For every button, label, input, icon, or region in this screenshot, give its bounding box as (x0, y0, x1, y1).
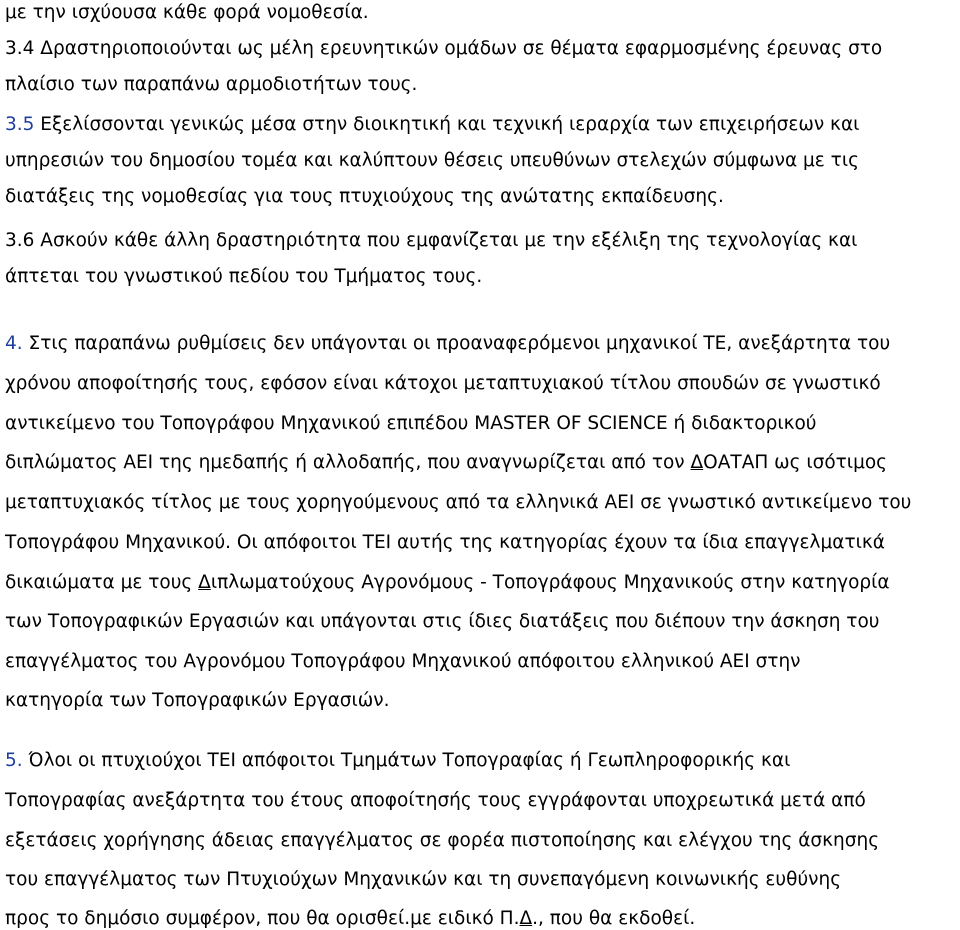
text-line (5, 333, 890, 355)
text-run: ιπλωματούχους Αγρονόμους - Τοπογράφους Μηχανικούς στην κατηγορία (210, 572, 890, 593)
section-number: 4. (5, 333, 23, 354)
text-run: πλαίσιο των παραπάνω αρμοδιοτήτων τους. (5, 74, 418, 95)
text-run: χρόνου αποφοίτησής τους, εφόσον είναι κάτοχοι μεταπτυχιακού τίτλου σπουδών σε γνωστικό (5, 373, 881, 394)
section-number: 3.5 (5, 114, 35, 135)
text-run: Στις παραπάνω ρυθμίσεις δεν υπάγονται οι προαναφερόμενοι μηχανικοί ΤΕ, ανεξάρτητα του (22, 333, 891, 354)
text-line (5, 869, 841, 891)
text-run: επαγγέλματος του Αγρονόμου Τοπογράφου Μηχανικού απόφοιτου ελληνικού ΑΕΙ στην (5, 651, 801, 672)
text-line (5, 611, 879, 633)
text-run: με την ισχύουσα κάθε φορά νομοθεσία. (5, 2, 369, 23)
text-line (5, 532, 885, 554)
text-line (5, 230, 857, 252)
text-run: υπηρεσιών του δημοσίου τομέα και καλύπτουν θέσεις υπευθύνων στελεχών σύμφωνα με τις (5, 150, 859, 171)
text-run: Εξελίσσονται γενικώς μέσα στην διοικητική και τεχνική ιεραρχία των επιχειρήσεων και (34, 114, 860, 135)
text-line (5, 572, 890, 594)
text-run: δικαιώματα με τους (5, 572, 199, 593)
text-line (5, 74, 417, 96)
text-line (5, 38, 882, 60)
text-run: προς το δημόσιο συμφέρον, που θα ορισθεί.με ειδικό Π. (5, 908, 520, 929)
text-line (5, 750, 790, 772)
text-run: μεταπτυχιακός τίτλος με τους χορηγούμενους από τα ελληνικά ΑΕΙ σε γνωστικό αντικείμενο του (5, 492, 912, 513)
text-run: αντικείμενο του Τοπογράφου Μηχανικού επιπέδου MASTER OF SCIENCE ή διδακτορικού (5, 413, 817, 434)
text-run: των Τοπογραφικών Εργασιών και υπάγονται στις ίδιες διατάξεις που διέπουν την άσκηση του (5, 611, 880, 632)
text-line (5, 186, 724, 208)
text-run: ., που θα εκδοθεί. (532, 908, 696, 929)
text-run: 3.4 Δραστηριοποιούνται ως μέλη ερευνητικών ομάδων σε θέματα εφαρμοσμένης έρευνας στο (5, 38, 883, 59)
text-run: κατηγορία των Τοπογραφικών Εργασιών. (5, 690, 390, 711)
text-run: 3.6 Ασκούν κάθε άλλη δραστηριότητα που εμφανίζεται με την εξέλιξη της τεχνολογίας και (5, 230, 858, 251)
text-line (5, 790, 866, 812)
text-run: διατάξεις της νομοθεσίας για τους πτυχιούχους της ανώτατης εκπαίδευσης. (5, 186, 724, 207)
text-run: Τοπογράφου Μηχανικού. Οι απόφοιτοι ΤΕΙ αυτής της κατηγορίας έχουν τα ίδια επαγγελματικά (5, 532, 885, 553)
text-run: του επαγγέλματος των Πτυχιούχων Μηχανικών και τη συνεπαγόμενη κοινωνικής ευθύνης (5, 869, 842, 890)
text-line (5, 114, 859, 136)
text-run: Δ (690, 452, 704, 473)
text-run: ΟΑΤΑΠ ως ισότιμος (703, 452, 888, 473)
text-line (5, 830, 879, 852)
text-run: Τοπογραφίας ανεξάρτητα του έτους αποφοίτησής τους εγγράφονται υποχρεωτικά μετά από (5, 790, 866, 811)
text-line (5, 150, 859, 172)
text-run: διπλώματος ΑΕΙ της ημεδαπής ή αλλοδαπής, που αναγνωρίζεται από τον (5, 452, 691, 473)
text-run: Δ (519, 908, 533, 929)
section-number: 5. (5, 750, 23, 771)
text-line (5, 2, 369, 24)
text-line (5, 373, 881, 395)
text-run: εξετάσεις χορήγησης άδειας επαγγέλματος σε φορέα πιστοποίησης και ελέγχου της άσκησης (5, 830, 880, 851)
text-line (5, 651, 801, 673)
text-run: Όλοι οι πτυχιούχοι ΤΕΙ απόφοιτοι Τμημάτων Τοπογραφίας ή Γεωπληροφορικής και (22, 750, 791, 771)
text-line (5, 452, 887, 474)
text-line (5, 690, 389, 712)
text-run: άπτεται του γνωστικού πεδίου του Τμήματος τους. (5, 266, 483, 287)
text-line (5, 413, 817, 435)
text-line (5, 908, 695, 930)
text-line (5, 266, 482, 288)
text-run: Δ (198, 572, 211, 593)
text-line (5, 492, 911, 514)
